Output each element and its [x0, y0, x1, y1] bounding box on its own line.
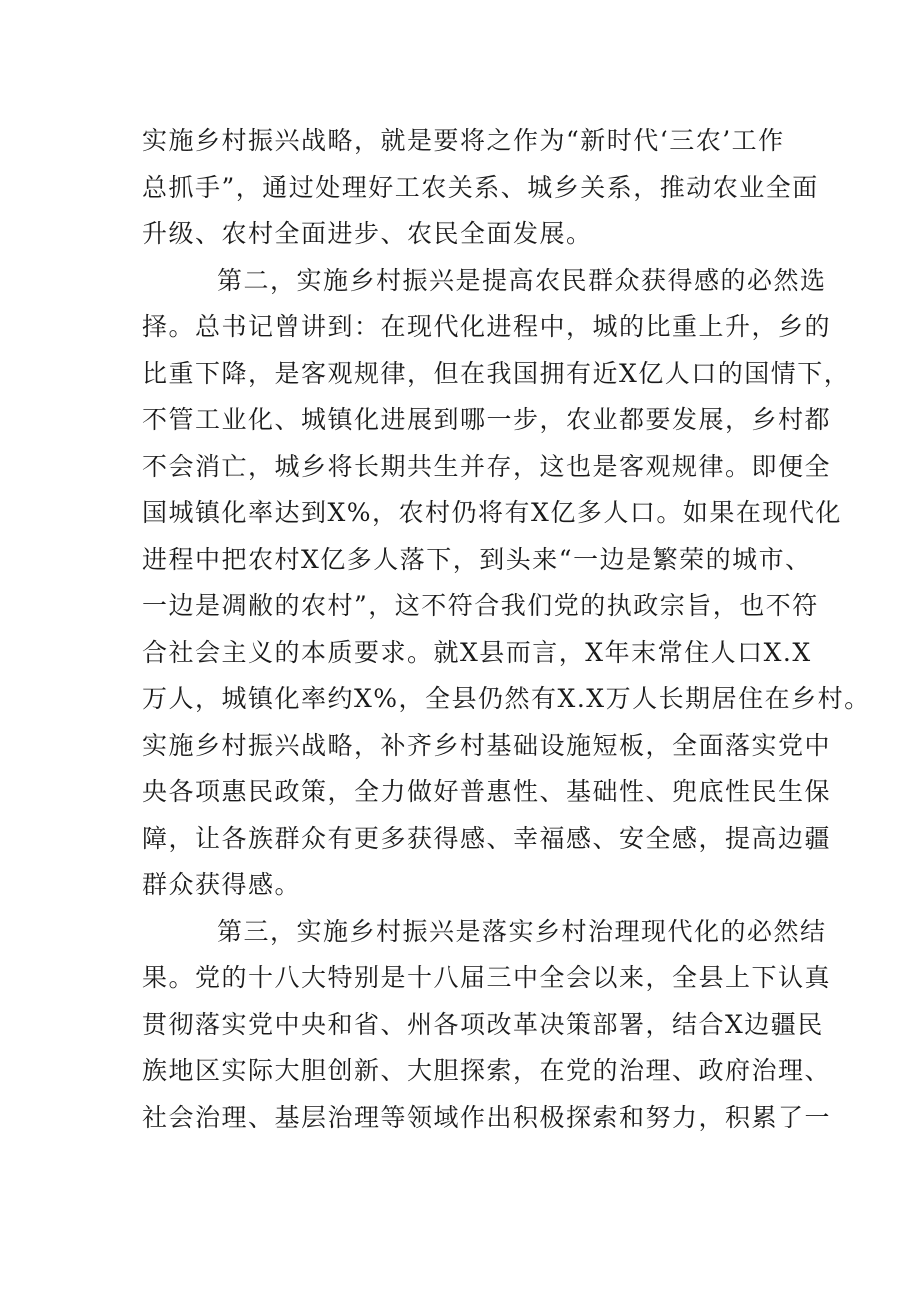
text-line: 社会治理、基层治理等领域作出积极探索和努力，积累了一 — [142, 1102, 832, 1132]
text-line: 万人，城镇化率约X%，全县仍然有X.X万人长期居住在乡村。 — [142, 684, 871, 713]
text-line: 不会消亡，城乡将长期共生并存，这也是客观规律。即便全 — [142, 451, 832, 481]
text-line: 比重下降，是客观规律，但在我国拥有近X亿人口的国情下， — [142, 358, 851, 388]
text-line: 第二，实施乡村振兴是提高农民群众获得感的必然选 — [217, 265, 827, 295]
text-line: 障，让各族群众有更多获得感、幸福感、安全感，提高边疆 — [142, 823, 832, 853]
text-line: 择。总书记曾讲到：在现代化进程中，城的比重上升，乡的 — [142, 312, 832, 341]
text-line: 一边是凋敝的农村”，这不符合我们党的执政宗旨，也不符 — [142, 591, 819, 620]
text-line: 进程中把农村X亿多人落下，到头来“一边是繁荣的城市、 — [142, 544, 812, 574]
text-line: 实施乡村振兴战略，就是要将之作为“新时代‘三农’工作 — [142, 126, 785, 155]
text-line: 第三，实施乡村振兴是落实乡村治理现代化的必然结 — [217, 916, 827, 946]
text-line: 贯彻落实党中央和省、州各项改革决策部署，结合X边疆民 — [142, 1009, 824, 1039]
text-line: 升级、农村全面进步、农民全面发展。 — [142, 219, 593, 248]
document-body — [142, 118, 871, 1141]
text-line: 群众获得感。 — [142, 870, 302, 899]
paragraph-3 — [142, 909, 832, 1142]
text-line: 合社会主义的本质要求。就X县而言，X年末常住人口X.X — [142, 637, 812, 667]
text-line: 不管工业化、城镇化进展到哪一步，农业都要发展，乡村都 — [142, 405, 832, 434]
text-line: 央各项惠民政策，全力做好普惠性、基础性、兜底性民生保 — [142, 777, 832, 806]
text-line: 实施乡村振兴战略，补齐乡村基础设施短板，全面落实党中 — [142, 730, 832, 760]
text-line: 总抓手”，通过处理好工农关系、城乡关系，推动农业全面 — [142, 172, 819, 202]
text-line: 国城镇化率达到X%，农村仍将有X亿多人口。如果在现代化 — [142, 498, 842, 527]
paragraph-2 — [142, 258, 871, 909]
paragraph-1 — [142, 118, 819, 258]
text-line: 果。党的十八大特别是十八届三中全会以来，全县上下认真 — [142, 963, 832, 992]
text-line: 族地区实际大胆创新、大胆探索，在党的治理、政府治理、 — [142, 1056, 832, 1085]
